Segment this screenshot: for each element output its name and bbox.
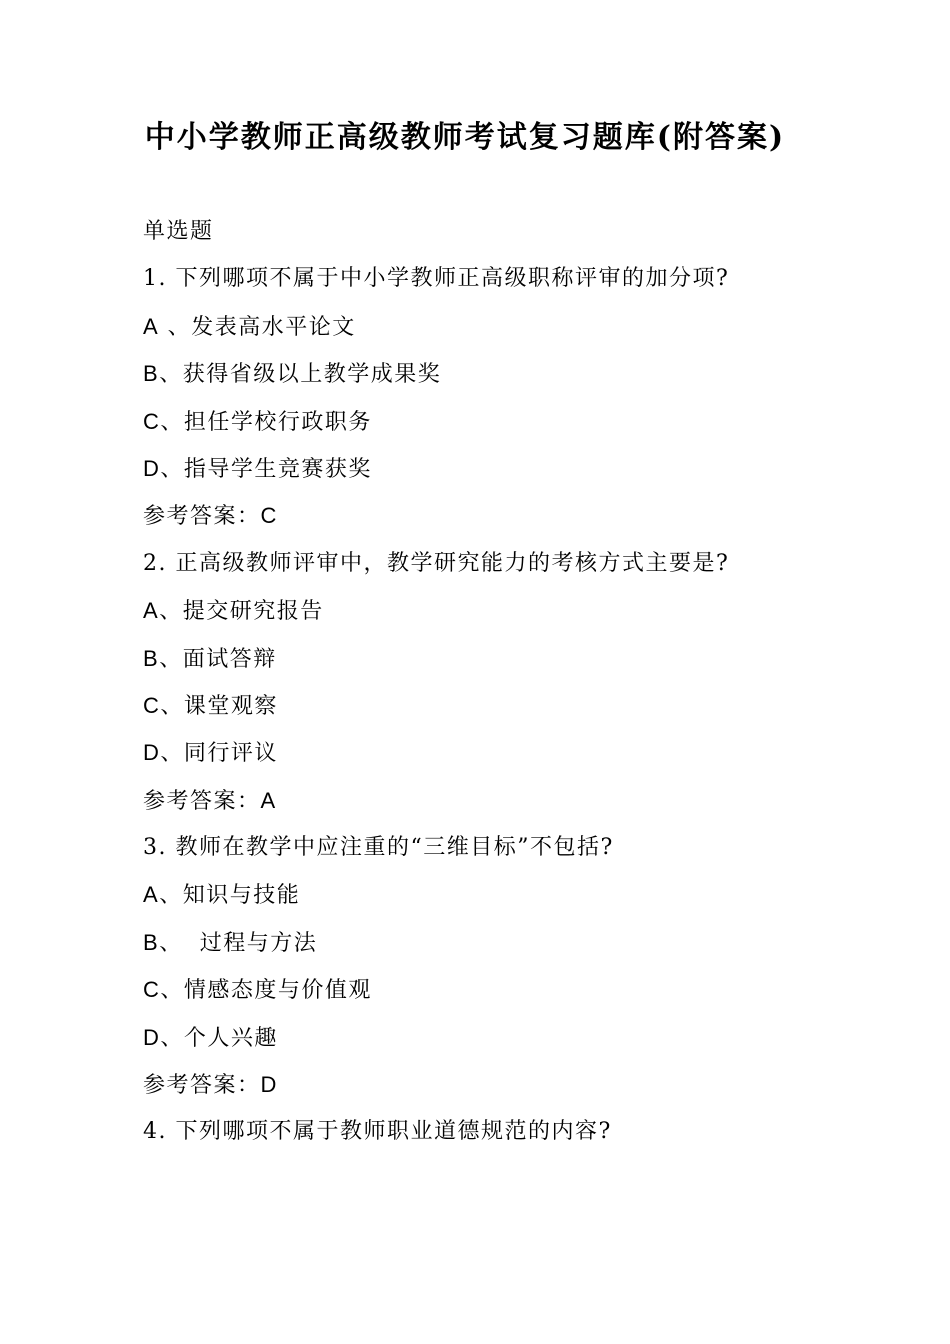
option-letter: A <box>143 313 160 339</box>
option-letter: C <box>143 408 161 434</box>
option-text: 指导学生竞赛获奖 <box>183 456 372 482</box>
option-text: 发表高水平论文 <box>191 314 356 340</box>
option-separator: 、 <box>159 646 183 672</box>
answer-value: A <box>260 787 277 813</box>
option-b <box>143 923 863 970</box>
answer-label: 参考答案： <box>143 504 261 530</box>
answer-value: D <box>260 1072 278 1098</box>
option-text: 过程与方法 <box>199 930 318 956</box>
option-b <box>143 354 863 401</box>
option-text: 获得省级以上教学成果奖 <box>182 362 442 388</box>
option-separator: 、 <box>160 978 184 1004</box>
answer-line <box>143 781 863 828</box>
option-letter: C <box>143 977 161 1003</box>
option-a <box>143 591 863 638</box>
option-letter: A <box>143 598 160 624</box>
option-d <box>143 733 863 780</box>
section-heading: 单选题 <box>143 219 214 244</box>
option-letter: B <box>143 645 160 671</box>
option-separator: 、 <box>160 693 184 719</box>
option-separator: 、 <box>159 314 192 340</box>
option-d <box>143 1018 863 1065</box>
option-letter: D <box>143 455 161 481</box>
option-c <box>143 402 863 449</box>
option-text: 担任学校行政职务 <box>183 409 372 435</box>
option-d <box>143 449 863 496</box>
question-stem: 4. 下列哪项不属于教师职业道德规范的内容? <box>143 1119 612 1145</box>
option-letter: D <box>143 740 161 766</box>
option-letter: C <box>143 692 161 718</box>
option-text: 提交研究报告 <box>182 599 324 625</box>
option-letter: B <box>143 929 160 955</box>
option-separator: 、 <box>160 741 184 767</box>
document-body <box>143 212 863 1160</box>
option-text: 同行评议 <box>183 741 278 767</box>
option-text: 课堂观察 <box>183 693 278 719</box>
question-stem: 1. 下列哪项不属于中小学教师正高级职称评审的加分项? <box>143 266 730 292</box>
answer-label: 参考答案： <box>143 1073 261 1099</box>
option-text: 面试答辩 <box>182 646 277 672</box>
option-separator: 、 <box>160 456 184 482</box>
answer-line <box>143 496 863 543</box>
option-text: 知识与技能 <box>182 883 301 909</box>
option-a <box>143 307 863 354</box>
option-letter: B <box>143 361 160 387</box>
option-text: 个人兴趣 <box>183 1025 278 1051</box>
question-stem: 2. 正高级教师评审中，教学研究能力的考核方式主要是? <box>143 550 730 576</box>
option-text: 情感态度与价值观 <box>183 978 372 1004</box>
option-a <box>143 875 863 922</box>
option-separator: 、 <box>159 599 183 625</box>
option-c <box>143 970 863 1017</box>
option-separator: 、 <box>159 930 200 956</box>
option-letter: A <box>143 882 160 908</box>
document-title: 中小学教师正高级教师考试复习题库(附答案) <box>144 120 786 155</box>
option-b <box>143 639 863 686</box>
answer-line <box>143 1065 863 1112</box>
question-stem: 3. 教师在教学中应注重的“三维目标”不包括? <box>143 835 614 861</box>
option-separator: 、 <box>159 883 183 909</box>
option-separator: 、 <box>160 1025 184 1051</box>
option-letter: D <box>143 1024 161 1050</box>
option-separator: 、 <box>160 409 184 435</box>
option-c <box>143 686 863 733</box>
answer-value: C <box>260 503 278 529</box>
option-separator: 、 <box>159 362 183 388</box>
answer-label: 参考答案： <box>143 788 261 814</box>
